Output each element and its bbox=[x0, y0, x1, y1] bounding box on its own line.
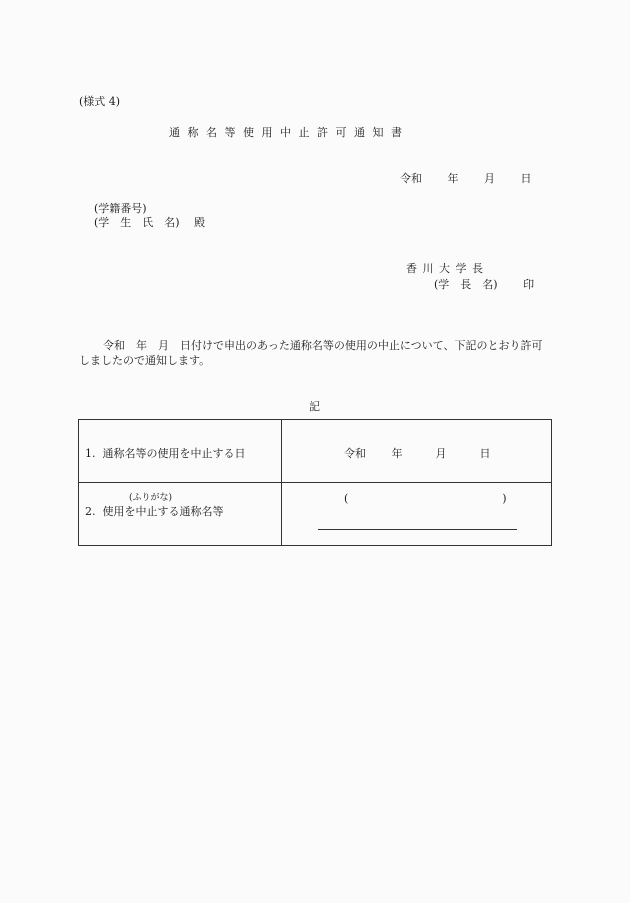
alias-label-cell bbox=[79, 483, 282, 546]
issue-date: 令和 年 月 日 bbox=[400, 172, 532, 185]
stop-date-value-cell bbox=[282, 420, 552, 483]
record-table bbox=[78, 419, 552, 546]
stop-date-label-cell bbox=[79, 420, 282, 483]
alias-label: 2. 使用を中止する通称名等 bbox=[85, 505, 224, 518]
body-text: 令和 年 月 日付けで申出のあった通称名等の使用の中止について、下記のとおり許可しましたので通知します。 bbox=[79, 339, 543, 367]
furigana-label: (ふりがな) bbox=[129, 493, 173, 503]
student-number-label: (学籍番号) bbox=[94, 202, 147, 215]
stop-date-label: 1. 通称名等の使用を中止する日 bbox=[85, 447, 246, 460]
table-row bbox=[79, 420, 552, 483]
form-number: (様式 4) bbox=[79, 95, 121, 108]
furigana-parentheses: ( ) bbox=[344, 492, 507, 505]
ki-heading: 記 bbox=[309, 400, 320, 413]
alias-underline bbox=[318, 529, 517, 530]
document-title: 通 称 名 等 使 用 中 止 許 可 通 知 書 bbox=[169, 126, 404, 139]
table-row bbox=[79, 483, 552, 546]
issuer-name-seal: (学 長 名) 印 bbox=[434, 278, 535, 291]
stop-date-value: 令和 年 月 日 bbox=[344, 447, 491, 460]
alias-value-cell bbox=[282, 483, 552, 546]
issuer-title: 香 川 大 学 長 bbox=[406, 262, 484, 275]
student-name-label: (学 生 氏 名) 殿 bbox=[94, 216, 206, 229]
